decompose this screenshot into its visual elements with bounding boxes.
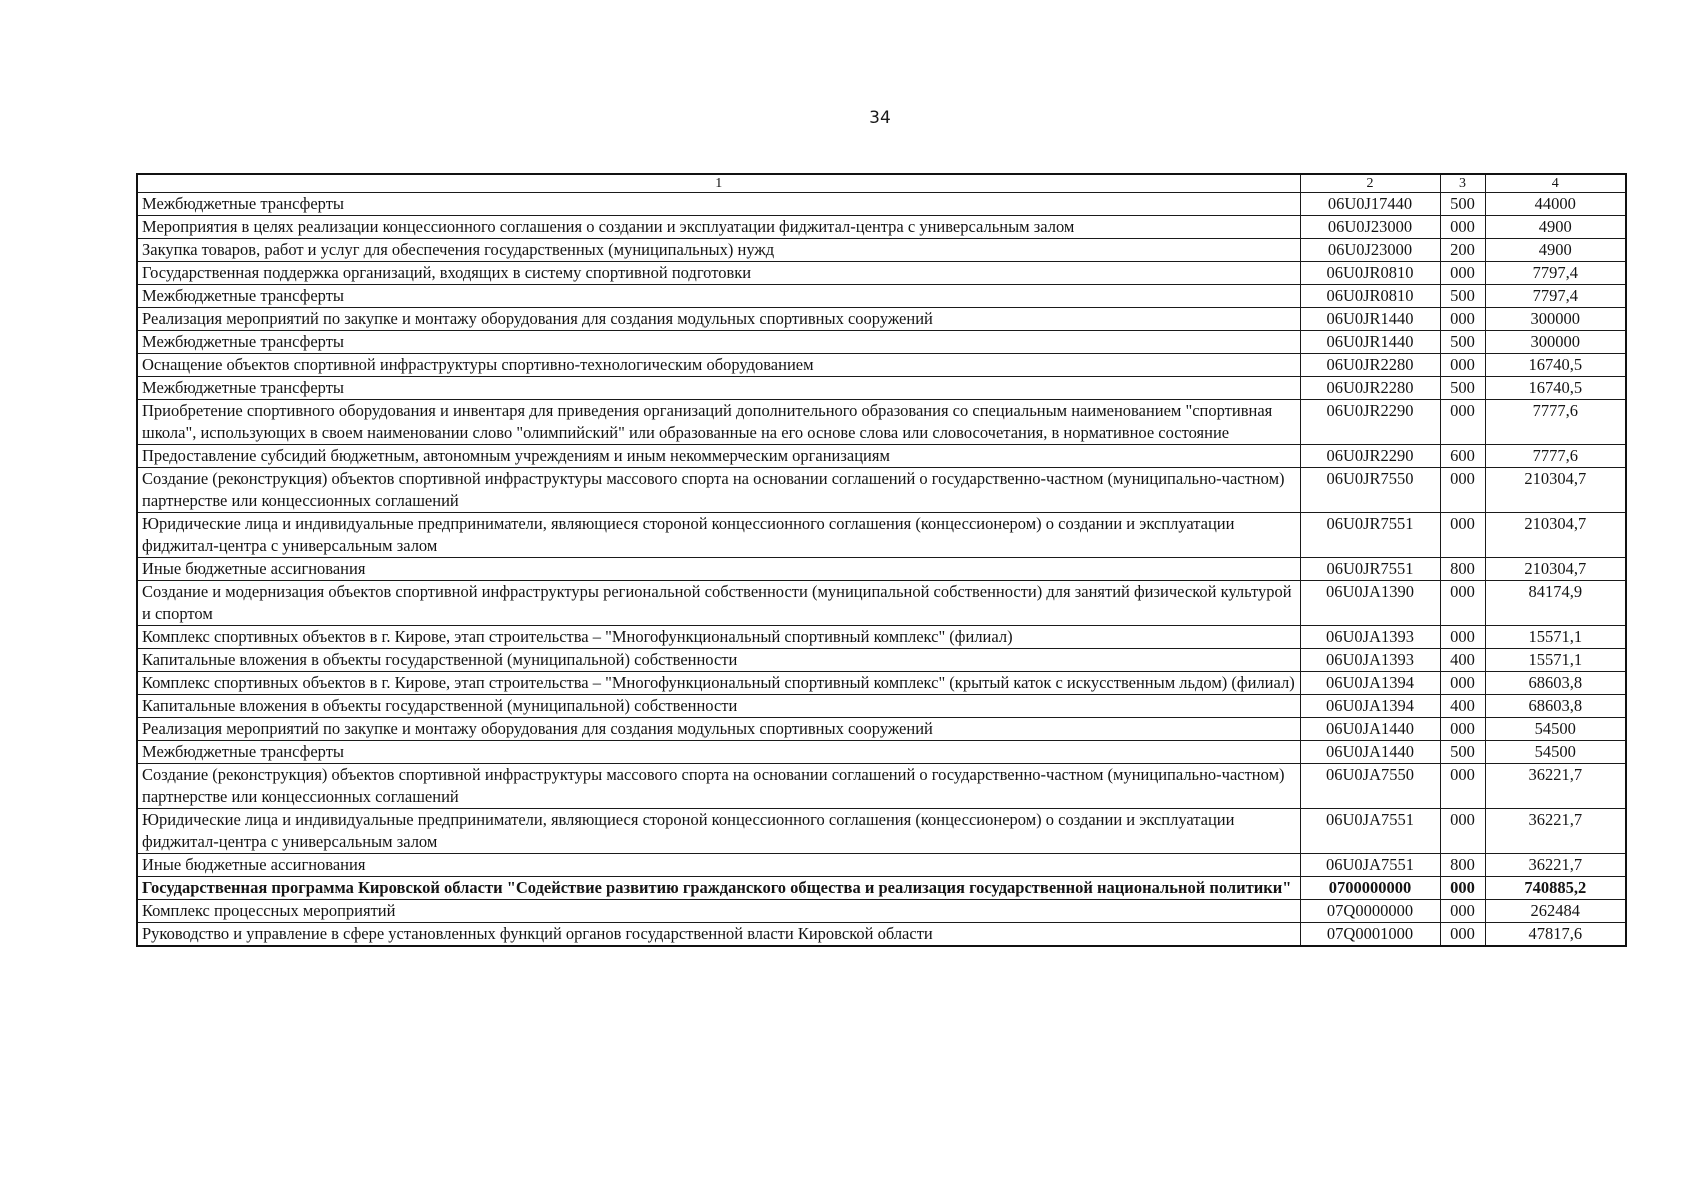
row-code-cell: 0700000000 [1300, 877, 1440, 900]
row-sum-cell: 7797,4 [1485, 262, 1626, 285]
row-code-cell: 06U0JA7551 [1300, 809, 1440, 854]
row-code-cell: 06U0JA7551 [1300, 854, 1440, 877]
row-code-cell: 06U0JR7550 [1300, 468, 1440, 513]
row-name-cell: Закупка товаров, работ и услуг для обеспечения государственных (муниципальных) нужд [137, 239, 1300, 262]
row-name-cell: Руководство и управление в сфере установленных функций органов государственной власти Кировской области [137, 923, 1300, 947]
row-name-cell: Оснащение объектов спортивной инфраструктуры спортивно-технологическим оборудованием [137, 354, 1300, 377]
row-code-cell: 06U0JR7551 [1300, 513, 1440, 558]
row-type-cell: 600 [1440, 445, 1485, 468]
row-sum-cell: 68603,8 [1485, 695, 1626, 718]
table-row [137, 877, 1626, 900]
table-row [137, 718, 1626, 741]
table-row [137, 626, 1626, 649]
row-sum-cell: 15571,1 [1485, 649, 1626, 672]
row-name-cell: Государственная программа Кировской области "Содействие развитию гражданского общества и реализация государственной национальной политики" [137, 877, 1300, 900]
table-row [137, 900, 1626, 923]
table-row [137, 558, 1626, 581]
row-name-cell: Государственная поддержка организаций, входящих в систему спортивной подготовки [137, 262, 1300, 285]
row-sum-cell: 210304,7 [1485, 513, 1626, 558]
row-name-cell: Комплекс спортивных объектов в г. Кирове, этап строительства – "Многофункциональный спортивный комплекс" (филиал) [137, 626, 1300, 649]
table-row [137, 672, 1626, 695]
row-code-cell: 06U0JA1393 [1300, 649, 1440, 672]
row-type-cell: 000 [1440, 308, 1485, 331]
row-name-cell: Приобретение спортивного оборудования и инвентаря для приведения организаций дополнительного образования со специальным наименованием "спортивная школа", использующих в своем наименовании слово "олимпийский" или образованные на его основе слова или словосочетания, в нормативное состояние [137, 400, 1300, 445]
row-type-cell: 000 [1440, 581, 1485, 626]
table-row [137, 216, 1626, 239]
table-row [137, 741, 1626, 764]
row-code-cell: 07Q0001000 [1300, 923, 1440, 947]
row-sum-cell: 740885,2 [1485, 877, 1626, 900]
row-sum-cell: 16740,5 [1485, 377, 1626, 400]
column-header-4: 4 [1485, 174, 1626, 193]
row-sum-cell: 84174,9 [1485, 581, 1626, 626]
column-header-3: 3 [1440, 174, 1485, 193]
row-type-cell: 000 [1440, 354, 1485, 377]
row-type-cell: 000 [1440, 923, 1485, 947]
row-code-cell: 07Q0000000 [1300, 900, 1440, 923]
row-type-cell: 000 [1440, 626, 1485, 649]
table-row [137, 923, 1626, 947]
table-row [137, 764, 1626, 809]
table-row [137, 308, 1626, 331]
row-sum-cell: 300000 [1485, 331, 1626, 354]
row-type-cell: 000 [1440, 877, 1485, 900]
table-row [137, 239, 1626, 262]
row-sum-cell: 68603,8 [1485, 672, 1626, 695]
table-row [137, 581, 1626, 626]
row-name-cell: Реализация мероприятий по закупке и монтажу оборудования для создания модульных спортивных сооружений [137, 308, 1300, 331]
table-row [137, 513, 1626, 558]
table-row [137, 400, 1626, 445]
table-row [137, 809, 1626, 854]
row-code-cell: 06U0JA1440 [1300, 741, 1440, 764]
row-code-cell: 06U0JA1390 [1300, 581, 1440, 626]
header-row [137, 174, 1626, 193]
row-sum-cell: 15571,1 [1485, 626, 1626, 649]
row-type-cell: 800 [1440, 854, 1485, 877]
row-sum-cell: 210304,7 [1485, 468, 1626, 513]
row-code-cell: 06U0JA1394 [1300, 672, 1440, 695]
row-code-cell: 06U0JR2290 [1300, 400, 1440, 445]
row-name-cell: Комплекс спортивных объектов в г. Кирове, этап строительства – "Многофункциональный спортивный комплекс" (крытый каток с искусственным льдом) (филиал) [137, 672, 1300, 695]
row-type-cell: 500 [1440, 741, 1485, 764]
row-name-cell: Создание (реконструкция) объектов спортивной инфраструктуры массового спорта на основании соглашений о государственно-частном (муниципально-частном) партнерстве или концессионных соглашений [137, 764, 1300, 809]
row-code-cell: 06U0JA1394 [1300, 695, 1440, 718]
row-name-cell: Комплекс процессных мероприятий [137, 900, 1300, 923]
row-sum-cell: 7777,6 [1485, 445, 1626, 468]
row-type-cell: 000 [1440, 216, 1485, 239]
row-type-cell: 000 [1440, 400, 1485, 445]
table-row [137, 377, 1626, 400]
column-header-1: 1 [137, 174, 1300, 193]
row-sum-cell: 210304,7 [1485, 558, 1626, 581]
row-code-cell: 06U0JA1393 [1300, 626, 1440, 649]
row-type-cell: 500 [1440, 285, 1485, 308]
row-name-cell: Реализация мероприятий по закупке и монтажу оборудования для создания модульных спортивных сооружений [137, 718, 1300, 741]
row-name-cell: Предоставление субсидий бюджетным, автономным учреждениям и иным некоммерческим организациям [137, 445, 1300, 468]
row-type-cell: 500 [1440, 377, 1485, 400]
table-row [137, 445, 1626, 468]
row-sum-cell: 16740,5 [1485, 354, 1626, 377]
row-name-cell: Создание (реконструкция) объектов спортивной инфраструктуры массового спорта на основании соглашений о государственно-частном (муниципально-частном) партнерстве или концессионных соглашений [137, 468, 1300, 513]
row-type-cell: 000 [1440, 900, 1485, 923]
row-name-cell: Капитальные вложения в объекты государственной (муниципальной) собственности [137, 695, 1300, 718]
row-sum-cell: 4900 [1485, 239, 1626, 262]
row-name-cell: Межбюджетные трансферты [137, 193, 1300, 216]
table-row [137, 354, 1626, 377]
page-number: 34 [869, 108, 891, 128]
row-name-cell: Юридические лица и индивидуальные предприниматели, являющиеся стороной концессионного соглашения (концессионером) о создании и эксплуатации фиджитал-центра с универсальным залом [137, 809, 1300, 854]
table-row [137, 695, 1626, 718]
row-type-cell: 800 [1440, 558, 1485, 581]
row-name-cell: Капитальные вложения в объекты государственной (муниципальной) собственности [137, 649, 1300, 672]
row-code-cell: 06U0JR1440 [1300, 331, 1440, 354]
row-type-cell: 000 [1440, 672, 1485, 695]
row-sum-cell: 300000 [1485, 308, 1626, 331]
row-code-cell: 06U0J17440 [1300, 193, 1440, 216]
row-type-cell: 500 [1440, 331, 1485, 354]
row-sum-cell: 47817,6 [1485, 923, 1626, 947]
table-row [137, 262, 1626, 285]
table-row [137, 468, 1626, 513]
row-type-cell: 000 [1440, 764, 1485, 809]
row-code-cell: 06U0J23000 [1300, 216, 1440, 239]
row-sum-cell: 44000 [1485, 193, 1626, 216]
row-name-cell: Мероприятия в целях реализации концессионного соглашения о создании и эксплуатации фиджитал-центра с универсальным залом [137, 216, 1300, 239]
row-sum-cell: 7777,6 [1485, 400, 1626, 445]
row-sum-cell: 262484 [1485, 900, 1626, 923]
row-name-cell: Иные бюджетные ассигнования [137, 854, 1300, 877]
row-sum-cell: 7797,4 [1485, 285, 1626, 308]
row-name-cell: Межбюджетные трансферты [137, 331, 1300, 354]
row-code-cell: 06U0JR0810 [1300, 262, 1440, 285]
row-name-cell: Юридические лица и индивидуальные предприниматели, являющиеся стороной концессионного соглашения (концессионером) о создании и эксплуатации фиджитал-центра с универсальным залом [137, 513, 1300, 558]
row-sum-cell: 54500 [1485, 741, 1626, 764]
row-type-cell: 000 [1440, 809, 1485, 854]
table-row [137, 285, 1626, 308]
table-row [137, 649, 1626, 672]
table-row [137, 331, 1626, 354]
row-code-cell: 06U0JR2290 [1300, 445, 1440, 468]
row-code-cell: 06U0JR0810 [1300, 285, 1440, 308]
row-type-cell: 000 [1440, 262, 1485, 285]
row-name-cell: Иные бюджетные ассигнования [137, 558, 1300, 581]
row-code-cell: 06U0JR7551 [1300, 558, 1440, 581]
row-name-cell: Создание и модернизация объектов спортивной инфраструктуры региональной собственности (муниципальной собственности) для занятий физической культурой и спортом [137, 581, 1300, 626]
row-name-cell: Межбюджетные трансферты [137, 285, 1300, 308]
row-type-cell: 200 [1440, 239, 1485, 262]
row-code-cell: 06U0J23000 [1300, 239, 1440, 262]
row-sum-cell: 36221,7 [1485, 764, 1626, 809]
row-type-cell: 000 [1440, 718, 1485, 741]
row-name-cell: Межбюджетные трансферты [137, 377, 1300, 400]
row-sum-cell: 36221,7 [1485, 809, 1626, 854]
column-header-2: 2 [1300, 174, 1440, 193]
row-name-cell: Межбюджетные трансферты [137, 741, 1300, 764]
row-type-cell: 000 [1440, 513, 1485, 558]
row-code-cell: 06U0JA7550 [1300, 764, 1440, 809]
row-sum-cell: 54500 [1485, 718, 1626, 741]
row-code-cell: 06U0JR2280 [1300, 354, 1440, 377]
row-sum-cell: 4900 [1485, 216, 1626, 239]
row-type-cell: 500 [1440, 193, 1485, 216]
row-type-cell: 400 [1440, 695, 1485, 718]
row-code-cell: 06U0JA1440 [1300, 718, 1440, 741]
table-row [137, 854, 1626, 877]
row-sum-cell: 36221,7 [1485, 854, 1626, 877]
row-code-cell: 06U0JR1440 [1300, 308, 1440, 331]
budget-table [136, 173, 1627, 947]
table-row [137, 193, 1626, 216]
row-type-cell: 400 [1440, 649, 1485, 672]
row-type-cell: 000 [1440, 468, 1485, 513]
row-code-cell: 06U0JR2280 [1300, 377, 1440, 400]
